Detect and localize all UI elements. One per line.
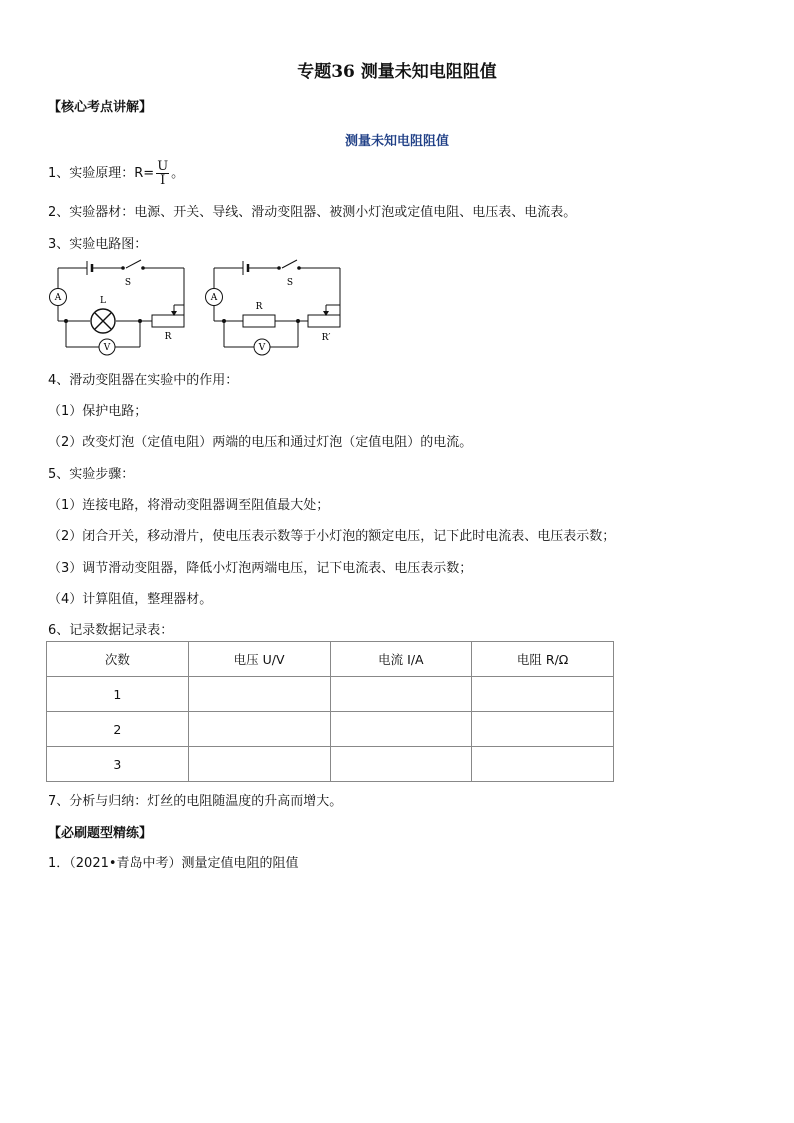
table-cell — [330, 712, 472, 747]
page-title: 专题36 测量未知电阻阻值 — [297, 62, 497, 82]
item-steps: 5、实验步骤： — [48, 467, 135, 482]
table-cell — [472, 677, 614, 712]
lamp-label: L — [100, 296, 106, 306]
table-cell — [330, 747, 472, 782]
table-cell: 2 — [47, 712, 189, 747]
table-cell — [472, 712, 614, 747]
item-step-2: （2）闭合开关，移动滑片，使电压表示数等于小灯泡的额定电压，记下此时电流表、电压表示数； — [48, 529, 616, 544]
table-header-row — [47, 642, 614, 677]
section-practice-heading: 【必刷题型精练】 — [48, 826, 153, 841]
circuit-diagram-resistor — [202, 255, 352, 360]
item-analysis: 7、分析与归纳：灯丝的电阻随温度的升高而增大。 — [48, 794, 343, 809]
table-row — [47, 747, 614, 782]
section-core-heading: 【核心考点讲解】 — [48, 100, 153, 115]
resistor-icon — [243, 315, 275, 327]
voltmeter-icon — [99, 339, 115, 355]
ammeter-icon — [206, 289, 223, 306]
ammeter-label: A — [54, 293, 62, 303]
item-rheostat-role: 4、滑动变阻器在实验中的作用： — [48, 373, 239, 388]
item-equipment: 2、实验器材：电源、开关、导线、滑动变阻器、被测小灯泡或定值电阻、电压表、电流表。 — [48, 205, 577, 220]
formula-denominator: I — [160, 173, 166, 188]
voltmeter-label: V — [258, 343, 266, 353]
resistor-label: R — [255, 302, 263, 312]
switch-label: S — [286, 278, 294, 288]
circuit-diagram-lamp — [46, 255, 196, 360]
table-cell — [188, 677, 330, 712]
item-rheostat-role-1: （1）保护电路； — [48, 404, 148, 419]
table-cell — [472, 747, 614, 782]
table-header-cell: 电阻 R/Ω — [472, 642, 614, 677]
rheostat-label: R — [164, 332, 172, 342]
table-cell: 3 — [47, 747, 189, 782]
principle-prefix: 1、实验原理：R= — [48, 166, 155, 181]
item-circuit-heading: 3、实验电路图： — [48, 237, 148, 252]
ammeter-label: A — [210, 293, 218, 303]
subtitle: 测量未知电阻阻值 — [344, 134, 449, 149]
lamp-icon — [91, 309, 115, 333]
item-step-3: （3）调节滑动变阻器，降低小灯泡两端电压，记下电流表、电压表示数； — [48, 561, 473, 576]
record-table — [46, 641, 614, 782]
item-step-1: （1）连接电路，将滑动变阻器调至阻值最大处； — [48, 498, 330, 513]
principle-suffix: 。 — [171, 166, 185, 181]
voltmeter-icon — [254, 339, 270, 355]
table-header-cell: 次数 — [47, 642, 189, 677]
table-cell — [330, 677, 472, 712]
item-rheostat-role-2: （2）改变灯泡（定值电阻）两端的电压和通过灯泡（定值电阻）的电流。 — [48, 435, 473, 450]
table-row — [47, 712, 614, 747]
rheostat-icon — [308, 311, 340, 327]
ammeter-icon — [50, 289, 67, 306]
switch-label: S — [124, 278, 132, 288]
rheostat-icon — [152, 311, 184, 327]
table-header-cell: 电流 I/A — [330, 642, 472, 677]
table-cell: 1 — [47, 677, 189, 712]
table-cell — [188, 747, 330, 782]
voltmeter-label: V — [103, 343, 111, 353]
formula-numerator: U — [157, 159, 169, 174]
rheostat-label: R′ — [321, 333, 331, 343]
table-header-cell: 电压 U/V — [188, 642, 330, 677]
table-row — [47, 677, 614, 712]
table-cell — [188, 712, 330, 747]
item-principle — [48, 160, 184, 187]
item-record-table-heading: 6、记录数据记录表： — [48, 623, 174, 638]
item-step-4: （4）计算阻值，整理器材。 — [48, 592, 213, 607]
question-1: 1．（2021•青岛中考）测量定值电阻的阻值 — [48, 856, 299, 871]
formula-fraction — [156, 160, 169, 187]
